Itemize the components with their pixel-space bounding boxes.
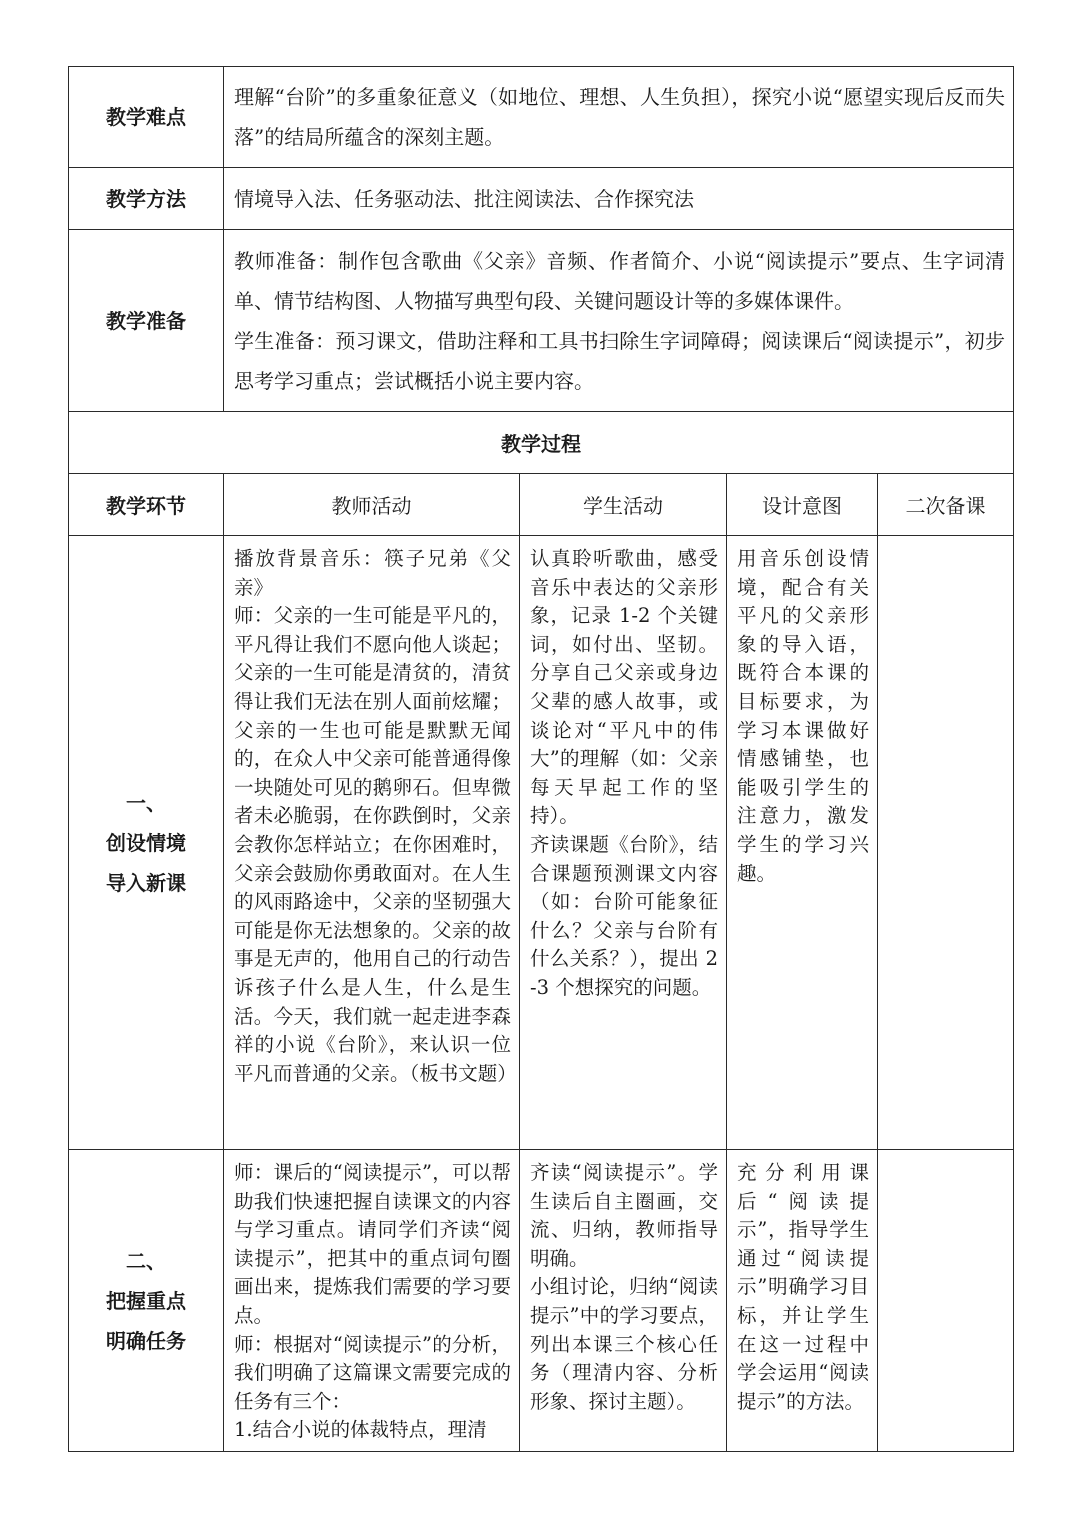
stage-title-line1: 创设情境 (106, 830, 186, 855)
design-intent-cell: 用音乐创设情境，配合有关平凡的父亲形象的导入语，既符合本课的目标要求，为学习本课做好情感铺垫，也能吸引学生的注意力，激发学生的学习兴趣。 (727, 536, 878, 1150)
stage-row (69, 536, 1014, 1150)
second-prep-cell (878, 536, 1014, 1150)
student-preparation: 学生准备：预习课文，借助注释和工具书扫除生字词障碍；阅读课后“阅读提示”，初步思考学习重点；尝试概括小说主要内容。 (234, 328, 1006, 393)
method-row (69, 168, 1014, 230)
stage-number: 二、 (126, 1248, 166, 1273)
teacher-activity-paragraph: 师：根据对“阅读提示”的分析，我们明确了这篇课文需要完成的任务有三个： (234, 1332, 511, 1413)
student-activity-paragraph: 齐读课题《台阶》，结合课题预测课文内容（如：台阶可能象征什么？父亲与台阶有什么关系？），提出 2-3 个想探究的问题。 (530, 832, 718, 999)
lesson-plan-table (68, 66, 1014, 1452)
stage-number: 一、 (126, 790, 166, 815)
teacher-activity-paragraph: 师：课后的“阅读提示”，可以帮助我们快速把握自读课文的内容与学习重点。请同学们齐读“阅读提示”，把其中的重点词句圈画出来，提炼我们需要的学习要点。 (234, 1161, 511, 1327)
teacher-activity-paragraph: 师：父亲的一生可能是平凡的，平凡得让我们不愿向他人谈起；父亲的一生可能是清贫的，清贫得让我们无法在别人面前炫耀；父亲的一生也可能是默默无闻的，在众人中父亲可能普通得像一块随处可见的鹅卵石。但卑微者未必脆弱，在你跌倒时，父亲会教你怎样站立；在你困难时，父亲会鼓励你勇敢面对。在人生的风雨路途中，父亲的坚韧强大可能是你无法想象的。父亲的故事是无声的，他用自己的行动告诉孩子什么是人生，什么是生活。今天，我们就一起走进李森祥的小说《台阶》，来认识一位平凡而普通的父亲。（板书文题） (234, 604, 517, 1085)
stage-title-line2: 明确任务 (106, 1328, 186, 1353)
student-activity-cell (520, 536, 727, 1150)
difficulty-text: 理解“台阶”的多重象征意义（如地位、理想、人生负担），探究小说“愿望实现后反而失落”的结局所蕴含的深刻主题。 (224, 67, 1014, 168)
header-student-activity: 学生活动 (520, 474, 727, 536)
teacher-activity-paragraph: 播放背景音乐：筷子兄弟《父亲》 (234, 547, 511, 599)
difficulty-row (69, 67, 1014, 168)
teacher-activity-cell (224, 536, 520, 1150)
preparation-label: 教学准备 (69, 230, 224, 412)
preparation-text (224, 230, 1014, 412)
process-header-row (69, 474, 1014, 536)
process-title-row (69, 412, 1014, 474)
stage-title-line2: 导入新课 (106, 870, 186, 895)
method-text: 情境导入法、任务驱动法、批注阅读法、合作探究法 (224, 168, 1014, 230)
process-title: 教学过程 (69, 412, 1014, 474)
teacher-activity-paragraph: 1.结合小说的体裁特点，理清 (234, 1418, 487, 1442)
teacher-preparation: 教师准备：制作包含歌曲《父亲》音频、作者简介、小说“阅读提示”要点、生字词清单、情节结构图、人物描写典型句段、关键问题设计等的多媒体课件。 (234, 248, 1006, 313)
teacher-activity-cell (224, 1150, 520, 1452)
stage-title-line1: 把握重点 (106, 1288, 186, 1313)
second-prep-cell (878, 1150, 1014, 1452)
method-label: 教学方法 (69, 168, 224, 230)
stage-cell (69, 1150, 224, 1452)
header-second-prep: 二次备课 (878, 474, 1014, 536)
header-design-intent: 设计意图 (727, 474, 878, 536)
header-stage: 教学环节 (69, 474, 224, 536)
stage-row (69, 1150, 1014, 1452)
student-activity-paragraph: 小组讨论，归纳“阅读提示”中的学习要点，列出本课三个核心任务（理清内容、分析形象、探讨主题）。 (530, 1275, 718, 1413)
header-teacher-activity: 教师活动 (224, 474, 520, 536)
difficulty-label: 教学难点 (69, 67, 224, 168)
stage-cell (69, 536, 224, 1150)
student-activity-cell (520, 1150, 727, 1452)
design-intent-cell: 充分利用课后“阅读提示”，指导学生通过“阅读提示”明确学习目标，并让学生在这一过程中学会运用“阅读提示”的方法。 (727, 1150, 878, 1452)
preparation-row (69, 230, 1014, 412)
student-activity-paragraph: 认真聆听歌曲，感受音乐中表达的父亲形象，记录 1-2 个关键词，如付出、坚韧。分享自己父亲或身边父辈的感人故事，或谈论对“平凡中的伟大”的理解（如：父亲每天早起工作的坚持）。 (530, 547, 718, 828)
student-activity-paragraph: 齐读“阅读提示”。学生读后自主圈画，交流、归纳，教师指导明确。 (530, 1161, 718, 1270)
